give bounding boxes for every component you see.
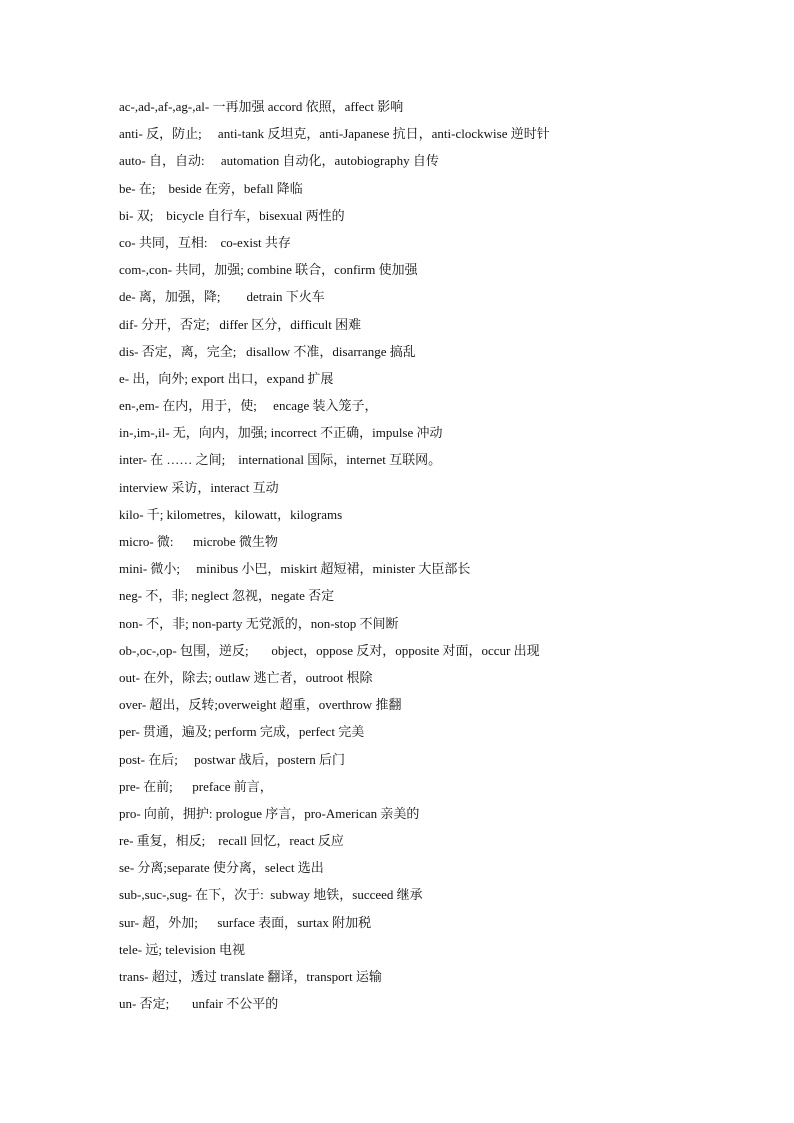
- prefix-line: interview 采访，interact 互动: [119, 479, 279, 495]
- prefix-line: auto- 自，自动: automation 自动化，autobiography 自传: [119, 153, 439, 169]
- prefix-list: [119, 93, 759, 1017]
- prefix-line: tele- 远; television 电视: [119, 941, 246, 957]
- prefix-line: en-,em- 在内，用于，使; encage 装入笼子，: [119, 398, 378, 414]
- prefix-line: com-,con- 共同，加强; combine 联合，confirm 使加强: [119, 262, 418, 278]
- prefix-line: pre- 在前; preface 前言，: [119, 778, 273, 794]
- prefix-line: per- 贯通，遍及; perform 完成，perfect 完美: [119, 724, 365, 740]
- prefix-line: bi- 双; bicycle 自行车，bisexual 两性的: [119, 207, 345, 223]
- prefix-line: trans- 超过，透过 translate 翻译，transport 运输: [119, 969, 382, 984]
- prefix-line: sur- 超，外加; surface 表面，surtax 附加税: [119, 914, 372, 930]
- prefix-line: neg- 不，非; neglect 忽视，negate 否定: [119, 588, 335, 604]
- prefix-line: de- 离，加强，降; detrain 下火车: [119, 289, 325, 305]
- prefix-line: se- 分离;separate 使分离，select 选出: [119, 860, 324, 876]
- prefix-line: anti- 反，防止; anti-tank 反坦克，anti-Japanese 抗日，anti-clockwise 逆时针: [119, 126, 550, 142]
- prefix-line: co- 共同，互相: co-exist 共存: [119, 234, 291, 250]
- prefix-line: micro- 微: microbe 微生物: [119, 534, 278, 549]
- prefix-line: post- 在后; postwar 战后，postern 后门: [119, 751, 346, 767]
- prefix-line: mini- 微小; minibus 小巴，miskirt 超短裙，minister 大臣部长: [119, 561, 471, 577]
- prefix-line: out- 在外，除去; outlaw 逃亡者，outroot 根除: [119, 669, 373, 685]
- prefix-line: in-,im-,il- 无，向内，加强; incorrect 不正确，impulse 冲动: [119, 425, 443, 441]
- prefix-line: pro- 向前，拥护: prologue 序言，pro-American 亲美的: [119, 805, 420, 821]
- prefix-line: be- 在; beside 在旁，befall 降临: [119, 180, 303, 196]
- prefix-line: dif- 分开，否定; differ 区分，difficult 困难: [119, 316, 362, 332]
- prefix-line: un- 否定; unfair 不公平的: [119, 996, 279, 1012]
- prefix-line: dis- 否定，离，完全; disallow 不准，disarrange 搞乱: [119, 343, 416, 359]
- prefix-line: ob-,oc-,op- 包围，逆反; object，oppose 反对，opposite 对面，occur 出现: [119, 642, 540, 658]
- prefix-line: over- 超出，反转;overweight 超重，overthrow 推翻: [119, 697, 402, 713]
- prefix-line: re- 重复，相反; recall 回忆，react 反应: [119, 833, 344, 849]
- prefix-line: kilo- 千; kilometres，kilowatt，kilograms: [119, 506, 343, 522]
- prefix-line: e- 出，向外; export 出口，expand 扩展: [119, 370, 334, 386]
- prefix-line: ac-,ad-,af-,ag-,al- 一再加强 accord 依照，affect 影响: [119, 99, 404, 114]
- prefix-line: inter- 在 …… 之间; international 国际，internet 互联网。: [119, 452, 442, 468]
- prefix-line: sub-,suc-,sug- 在下，次于: subway 地铁，succeed 继承: [119, 887, 423, 903]
- prefix-line: non- 不，非; non-party 无党派的，non-stop 不间断: [119, 615, 399, 631]
